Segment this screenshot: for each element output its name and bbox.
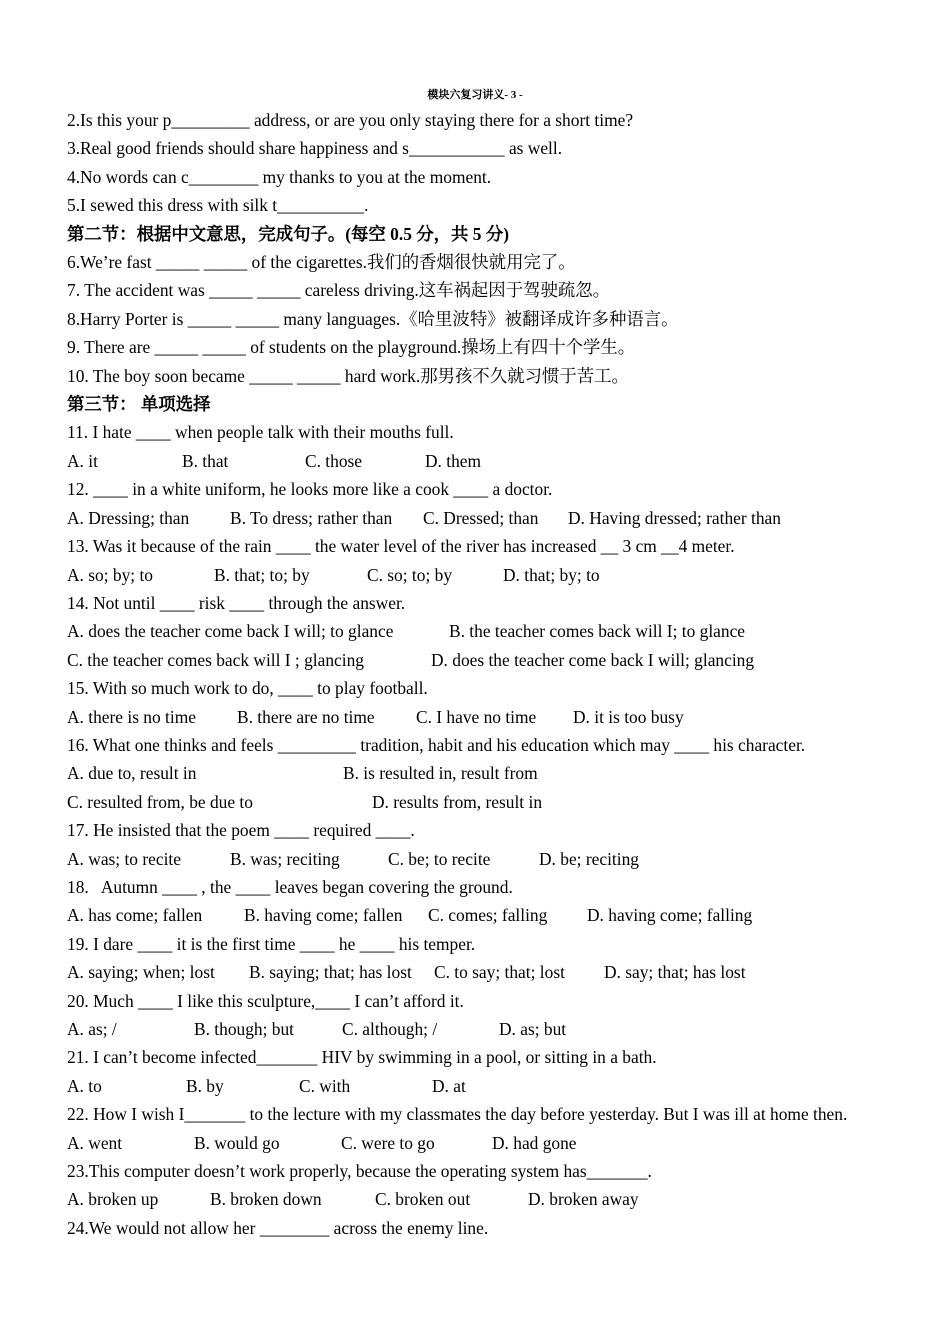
options-21 xyxy=(67,1072,887,1100)
option-a: A. was; to recite xyxy=(67,848,181,869)
header-title: 模块六复习讲义 xyxy=(427,89,505,101)
option-d: D. at xyxy=(432,1075,466,1096)
question-13: 13. Was it because of the rain ____ the water level of the river has increased __ 3 cm __4 meter. xyxy=(67,536,735,557)
options-22 xyxy=(67,1129,887,1157)
option-d: D. had gone xyxy=(492,1132,577,1153)
option-d: D. Having dressed; rather than xyxy=(568,507,781,528)
option-a: A. so; by; to xyxy=(67,564,153,585)
header-page-number: - 3 - xyxy=(504,89,523,101)
option-b: B. the teacher comes back will I; to glance xyxy=(449,621,746,642)
options-12 xyxy=(67,504,887,532)
option-b: B. To dress; rather than xyxy=(230,507,393,528)
question-23: 23.This computer doesn’t work properly, because the operating system has_______. xyxy=(67,1161,652,1182)
options-11 xyxy=(67,447,887,475)
question-24: 24.We would not allow her ________ across the enemy line. xyxy=(67,1217,489,1238)
option-b: B. there are no time xyxy=(237,706,375,727)
question-16: 16. What one thinks and feels _________ tradition, habit and his education which may ____ his character. xyxy=(67,734,806,755)
question-18: 18. Autumn ____ , the ____ leaves began covering the ground. xyxy=(67,876,513,897)
option-a: A. as; / xyxy=(67,1019,117,1039)
question-15: 15. With so much work to do, ____ to play football. xyxy=(67,678,428,699)
question-22: 22. How I wish I_______ to the lecture with my classmates the day before yesterday. But I was ill at home then. xyxy=(67,1104,848,1125)
options-16-row-1 xyxy=(67,759,887,787)
option-b: B. is resulted in, result from xyxy=(343,763,538,784)
option-a: A. saying; when; lost xyxy=(67,962,215,983)
options-15 xyxy=(67,703,887,731)
options-17 xyxy=(67,845,887,873)
question-2: 2.Is this your p_________ address, or are you only staying there for a short time? xyxy=(67,110,634,130)
option-d: D. them xyxy=(425,450,482,471)
question-11: 11. I hate ____ when people talk with their mouths full. xyxy=(67,422,454,443)
options-16-row-2 xyxy=(67,788,887,816)
option-d: D. it is too busy xyxy=(573,706,684,727)
question-4: 4.No words can c________ my thanks to you at the moment. xyxy=(67,166,492,187)
option-b: B. would go xyxy=(194,1132,280,1153)
option-d: D. as; but xyxy=(499,1019,567,1039)
option-b: B. that; to; by xyxy=(214,564,310,585)
section-2-heading: 第二节：根据中文意思，完成句子。(每空 0.5 分，共 5 分) xyxy=(67,223,510,244)
option-a: A. Dressing; than xyxy=(67,507,190,528)
option-c: C. be; to recite xyxy=(388,848,491,869)
option-d: D. say; that; has lost xyxy=(604,962,746,983)
question-10: 10. The boy soon became _____ _____ hard work.那男孩不久就习惯于苦工。 xyxy=(67,365,629,386)
question-9: 9. There are _____ _____ of students on the playground.操场上有四十个学生。 xyxy=(67,337,636,358)
option-a: A. due to, result in xyxy=(67,763,197,784)
option-b: B. that xyxy=(182,450,229,471)
options-13 xyxy=(67,561,887,589)
option-a: A. does the teacher come back I will; to glance xyxy=(67,621,394,642)
options-18 xyxy=(67,901,887,929)
question-19: 19. I dare ____ it is the first time ____ he ____ his temper. xyxy=(67,933,476,954)
option-d: D. be; reciting xyxy=(539,848,639,869)
option-c: C. those xyxy=(305,450,363,471)
option-b: B. broken down xyxy=(210,1189,322,1210)
option-c: C. the teacher comes back will I ; glancing xyxy=(67,649,364,670)
option-d: D. broken away xyxy=(528,1189,639,1210)
options-14-row-1 xyxy=(67,617,887,645)
document-body xyxy=(67,106,887,1242)
option-b: B. though; but xyxy=(194,1019,295,1039)
option-c: C. broken out xyxy=(375,1189,471,1210)
page-header xyxy=(0,88,950,102)
option-d: D. does the teacher come back I will; glancing xyxy=(431,649,755,670)
option-c: C. so; to; by xyxy=(367,564,453,585)
option-a: A. to xyxy=(67,1075,102,1096)
question-5: 5.I sewed this dress with silk t__________. xyxy=(67,195,369,216)
option-a: A. there is no time xyxy=(67,706,196,727)
option-a: A. went xyxy=(67,1132,123,1153)
options-23 xyxy=(67,1185,887,1213)
option-a: A. has come; fallen xyxy=(67,905,203,926)
option-b: B. saying; that; has lost xyxy=(249,962,412,983)
option-d: D. results from, result in xyxy=(372,791,543,812)
option-c: C. resulted from, be due to xyxy=(67,791,253,812)
option-c: C. Dressed; than xyxy=(423,507,539,528)
question-21: 21. I can’t become infected_______ HIV by swimming in a pool, or sitting in a bath. xyxy=(67,1047,657,1068)
option-b: B. was; reciting xyxy=(230,848,340,869)
question-3: 3.Real good friends should share happiness and s___________ as well. xyxy=(67,138,563,159)
option-b: B. by xyxy=(186,1075,224,1096)
option-c: C. I have no time xyxy=(416,706,537,727)
option-a: A. it xyxy=(67,450,98,471)
option-c: C. to say; that; lost xyxy=(434,962,565,983)
question-6: 6.We’re fast _____ _____ of the cigarettes.我们的香烟很快就用完了。 xyxy=(67,252,576,273)
question-14: 14. Not until ____ risk ____ through the answer. xyxy=(67,592,406,613)
option-c: C. were to go xyxy=(341,1132,435,1153)
option-b: B. having come; fallen xyxy=(244,905,403,926)
option-c: C. comes; falling xyxy=(428,905,548,926)
question-12: 12. ____ in a white uniform, he looks more like a cook ____ a doctor. xyxy=(67,479,553,500)
option-d: D. that; by; to xyxy=(503,564,600,585)
question-17: 17. He insisted that the poem ____ required ____. xyxy=(67,820,415,841)
option-c: C. although; / xyxy=(342,1019,438,1039)
option-c: C. with xyxy=(299,1075,351,1096)
option-d: D. having come; falling xyxy=(587,905,753,926)
question-8: 8.Harry Porter is _____ _____ many languages.《哈里波特》被翻译成许多种语言。 xyxy=(67,308,679,329)
options-20 xyxy=(67,1015,887,1043)
question-7: 7. The accident was _____ _____ careless driving.这车祸起因于驾驶疏忽。 xyxy=(67,280,611,301)
question-20: 20. Much ____ I like this sculpture,____ I can’t afford it. xyxy=(67,990,464,1011)
options-14-row-2 xyxy=(67,646,887,674)
option-a: A. broken up xyxy=(67,1189,159,1210)
section-3-heading: 第三节： 单项选择 xyxy=(67,394,211,415)
options-19 xyxy=(67,958,887,986)
